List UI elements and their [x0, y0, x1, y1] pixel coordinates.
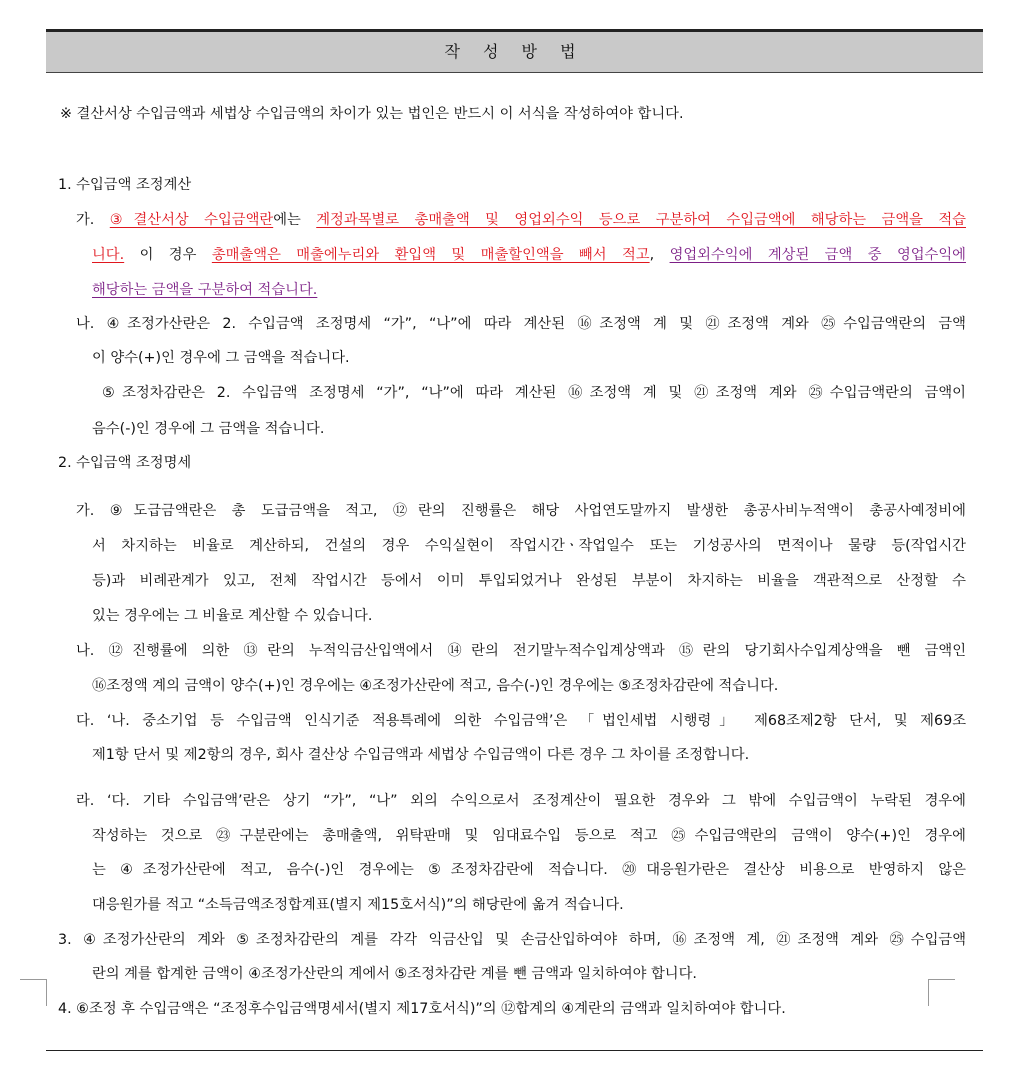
- s1-ga-highlight-5: 영업외수익에 계상된 금액 중 영업수익에: [669, 247, 966, 263]
- s1-ga-text-2: 이 경우: [124, 247, 212, 263]
- s1-ga-line-1: [76, 209, 966, 231]
- s1-na-line-4: 음수(-)인 경우에 그 금액을 적습니다.: [92, 421, 325, 437]
- s1-na-line-1: 나. ④조정가산란은 2. 수입금액 조정명세 “가”, “나”에 따라 계산된 ⑯조정액 계 및 ㉑조정액 계와 ㉕수입금액란의 금액: [76, 316, 966, 332]
- s1-na-line-3: ⑤조정차감란은 2. 수입금액 조정명세 “가”, “나”에 따라 계산된 ⑯조정액 계 및 ㉑조정액 계와 ㉕수입금액란의 금액이: [102, 385, 966, 401]
- s1-ga-highlight-4: 총매출액은 매출에누리와 환입액 및 매출할인액을 빼서 적고: [211, 247, 650, 263]
- intro-note: ※ 결산서상 수입금액과 세법상 수입금액의 차이가 있는 법인은 반드시 이 서식을 작성하여야 합니다.: [60, 106, 684, 122]
- s2-ra-line-3: 는 ④조정가산란에 적고, 음수(-)인 경우에는 ⑤조정차감란에 적습니다. ⑳대응원가란은 결산상 비용으로 반영하지 않은: [92, 862, 966, 878]
- s2-ga-line-2: 서 차지하는 비율로 계산하되, 건설의 경우 수익실현이 작업시간ㆍ작업일수 또는 기성공사의 면적이나 물량 등(작업시간: [92, 538, 966, 554]
- s2-na-line-1: 나. ⑫진행률에 의한 ⑬란의 누적익금산입액에서 ⑭란의 전기말누적수입계상액과 ⑮란의 당기회사수입계상액을 뺀 금액인: [76, 643, 966, 659]
- section-2-heading: 2. 수입금액 조정명세: [58, 455, 192, 471]
- section-4-text: 4. ⑥조정 후 수입금액은 “조정후수입금액명세서(별지 제17호서식)”의 ⑫합계의 ④계란의 금액과 일치하여야 합니다.: [58, 1001, 786, 1017]
- s1-ga-highlight-6: 해당하는 금액을 구분하여 적습니다.: [92, 282, 318, 298]
- s1-na-line-2: 이 양수(+)인 경우에 그 금액을 적습니다.: [92, 350, 350, 366]
- s2-ra-line-4: 대응원가를 적고 “소득금액조정합계표(별지 제15호서식)”의 해당란에 옮겨 적습니다.: [92, 897, 624, 913]
- section-3-line-2: 란의 계를 합계한 금액이 ④조정가산란의 계에서 ⑤조정차감란 계를 뺀 금액과 일치하여야 합니다.: [92, 966, 697, 982]
- bottom-rule: [46, 1050, 983, 1051]
- s2-ga-line-3: 등)과 비례관계가 있고, 전체 작업시간 등에서 이미 투입되었거나 완성된 부분이 차지하는 비율을 객관적으로 산정할 수: [92, 573, 966, 589]
- s2-ra-line-1: 라. ‘다. 기타 수입금액’란은 상기 “가”, “나” 외의 수익으로서 조정계산이 필요한 경우와 그 밖에 수입금액이 누락된 경우에: [76, 793, 966, 809]
- s2-na-line-2: ⑯조정액 계의 금액이 양수(+)인 경우에는 ④조정가산란에 적고, 음수(-)인 경우에는 ⑤조정차감란에 적습니다.: [92, 678, 779, 694]
- crop-mark-right: [928, 979, 955, 1006]
- s2-ra-line-2: 작성하는 것으로 ㉓구분란에는 총매출액, 위탁판매 및 임대료수입 등으로 적고 ㉕수입금액란의 금액이 양수(+)인 경우에: [92, 828, 966, 844]
- s1-ga-highlight-1: ③결산서상 수입금액란: [109, 212, 274, 228]
- s2-da-line-2: 제1항 단서 및 제2항의 경우, 회사 결산상 수입금액과 세법상 수입금액이 다른 경우 그 차이를 조정합니다.: [92, 747, 750, 763]
- s1-ga-highlight-3: 니다.: [92, 247, 125, 263]
- s2-ga-line-1: 가. ⑨도급금액란은 총 도급금액을 적고, ⑫란의 진행률은 해당 사업연도말까지 발생한 총공사비누적액이 총공사예정비에: [76, 503, 966, 519]
- section-1-heading: 1. 수입금액 조정계산: [58, 177, 192, 193]
- s1-ga-prefix: 가.: [76, 212, 110, 228]
- s2-da-line-1: 다. ‘나. 중소기업 등 수입금액 인식기준 적용특례에 의한 수입금액’은 「법인세법 시행령」 제68조제2항 단서, 및 제69조: [76, 713, 966, 729]
- s1-ga-comma: ,: [649, 247, 670, 263]
- crop-mark-left: [20, 979, 47, 1006]
- s1-ga-highlight-2: 계정과목별로 총매출액 및 영업외수익 등으로 구분하여 수입금액에 해당하는 금액을 적습: [316, 212, 966, 228]
- s1-ga-text: 에는: [273, 212, 317, 228]
- s2-ga-line-4: 있는 경우에는 그 비율로 계산할 수 있습니다.: [92, 608, 373, 624]
- section-3-line-1: 3. ④조정가산란의 계와 ⑤조정차감란의 계를 각각 익금산입 및 손금산입하여야 하며, ⑯조정액 계, ㉑조정액 계와 ㉕수입금액: [58, 932, 966, 948]
- document-title: 작 성 방 법: [46, 32, 983, 73]
- s1-ga-line-3: [92, 279, 592, 301]
- s1-ga-line-2: [92, 244, 966, 266]
